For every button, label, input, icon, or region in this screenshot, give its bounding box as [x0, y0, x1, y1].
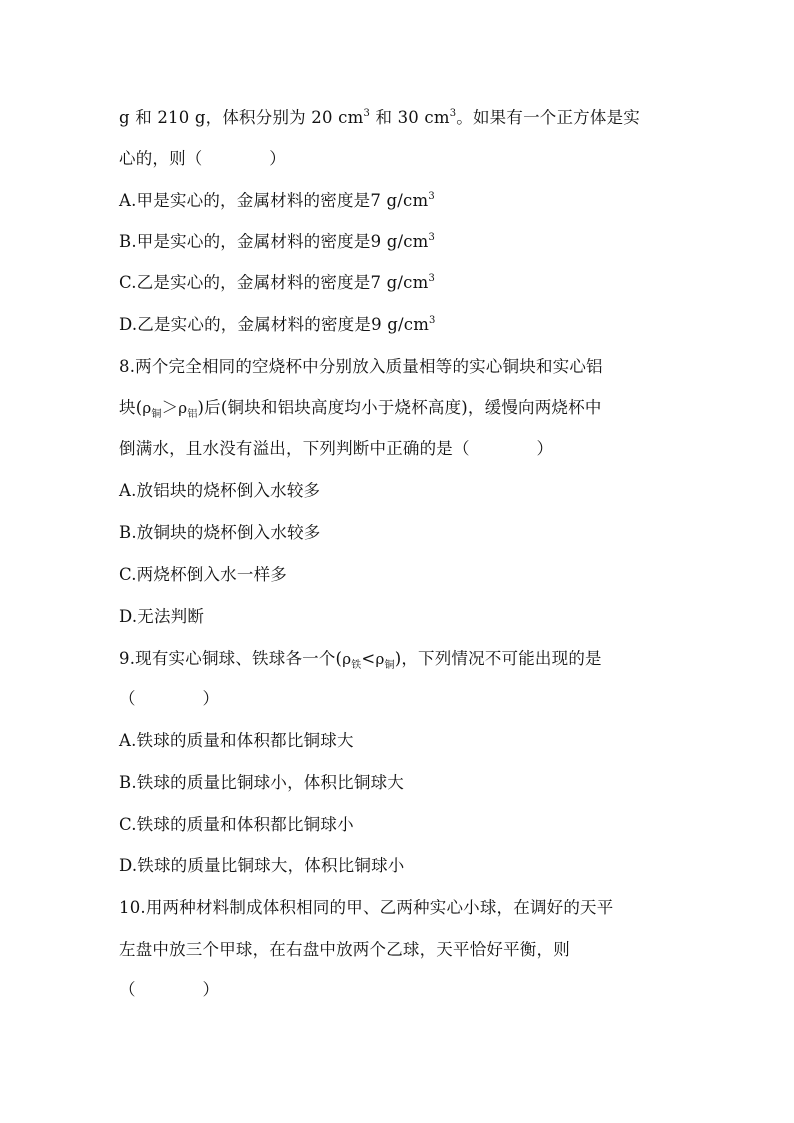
q9-option-d: D.铁球的质量比铜球大，体积比铜球小	[119, 856, 405, 875]
q8-line-2: 块$(\rho_铜>\rho_铝)$后(铜块和铝块高度均小于烧杯高度)，缓慢向两烧杯中	[119, 398, 602, 420]
q8-option-d: D.无法判断	[119, 607, 205, 626]
q8-option-a: A.放铝块的烧杯倒入水较多	[119, 481, 321, 500]
q8-option-b: B.放铜块的烧杯倒入水较多	[119, 523, 321, 542]
superscript: 3	[449, 108, 457, 119]
q7-option-d: D.乙是实心的，金属材料的密度是9 $g/cm^3$	[119, 315, 436, 334]
q9-option-a: A.铁球的质量和体积都比铜球大	[119, 731, 354, 750]
rho-symbol: ρ	[342, 650, 352, 668]
intro-text-b: 和 30 cm	[370, 108, 450, 127]
intro-line-2: 心的，则（ ）	[119, 149, 286, 168]
q9-line-2: （ ）	[119, 689, 220, 708]
q7-option-c: C.乙是实心的，金属材料的密度是7 $g/cm^3$	[119, 273, 435, 292]
subscript: 铝	[187, 409, 198, 420]
q8-line-3: 倒满水，且水没有溢出，下列判断中正确的是（ ）	[119, 439, 554, 458]
q10-line-1: 10.用两种材料制成体积相同的甲、乙两种实心小球，在调好的天平	[119, 898, 614, 917]
subscript: 铜	[384, 660, 395, 671]
superscript: 3	[429, 315, 436, 326]
q9-option-c: C.铁球的质量和体积都比铜球小	[119, 815, 354, 834]
q10-line-2: 左盘中放三个甲球，在右盘中放两个乙球，天平恰好平衡，则	[119, 940, 570, 959]
q9-line-1: 9.现有实心铜球、铁球各一个$(\rho_铁<\rho_铜)$，下列情况不可能出现的是	[119, 649, 602, 671]
subscript: 铜	[151, 409, 162, 420]
rho-symbol: ρ	[375, 650, 385, 668]
subscript: 铁	[351, 660, 362, 671]
q7-option-a: A.甲是实心的，金属材料的密度是7 $g/cm^3$	[119, 191, 435, 210]
q9-option-b: B.铁球的质量比铜球小，体积比铜球大	[119, 773, 404, 792]
rho-symbol: ρ	[142, 399, 152, 417]
superscript: 3	[428, 232, 436, 243]
q8-option-c: C.两烧杯倒入水一样多	[119, 565, 287, 584]
q10-line-3: （ ）	[119, 980, 220, 999]
q7-option-b: B.甲是实心的，金属材料的密度是9 $g/cm^3$	[119, 232, 436, 251]
intro-line-1	[119, 107, 689, 129]
intro-text-c: 。如果有一个正方体是实	[456, 108, 640, 127]
q8-line-1: 8.两个完全相同的空烧杯中分别放入质量相等的实心铜块和实心铝	[119, 357, 603, 376]
superscript: 3	[363, 108, 370, 119]
superscript: 3	[428, 191, 435, 202]
rho-symbol: ρ	[178, 399, 188, 417]
intro-text-a: g 和 210 g，体积分别为 20 cm	[119, 108, 364, 127]
superscript: 3	[428, 273, 435, 284]
